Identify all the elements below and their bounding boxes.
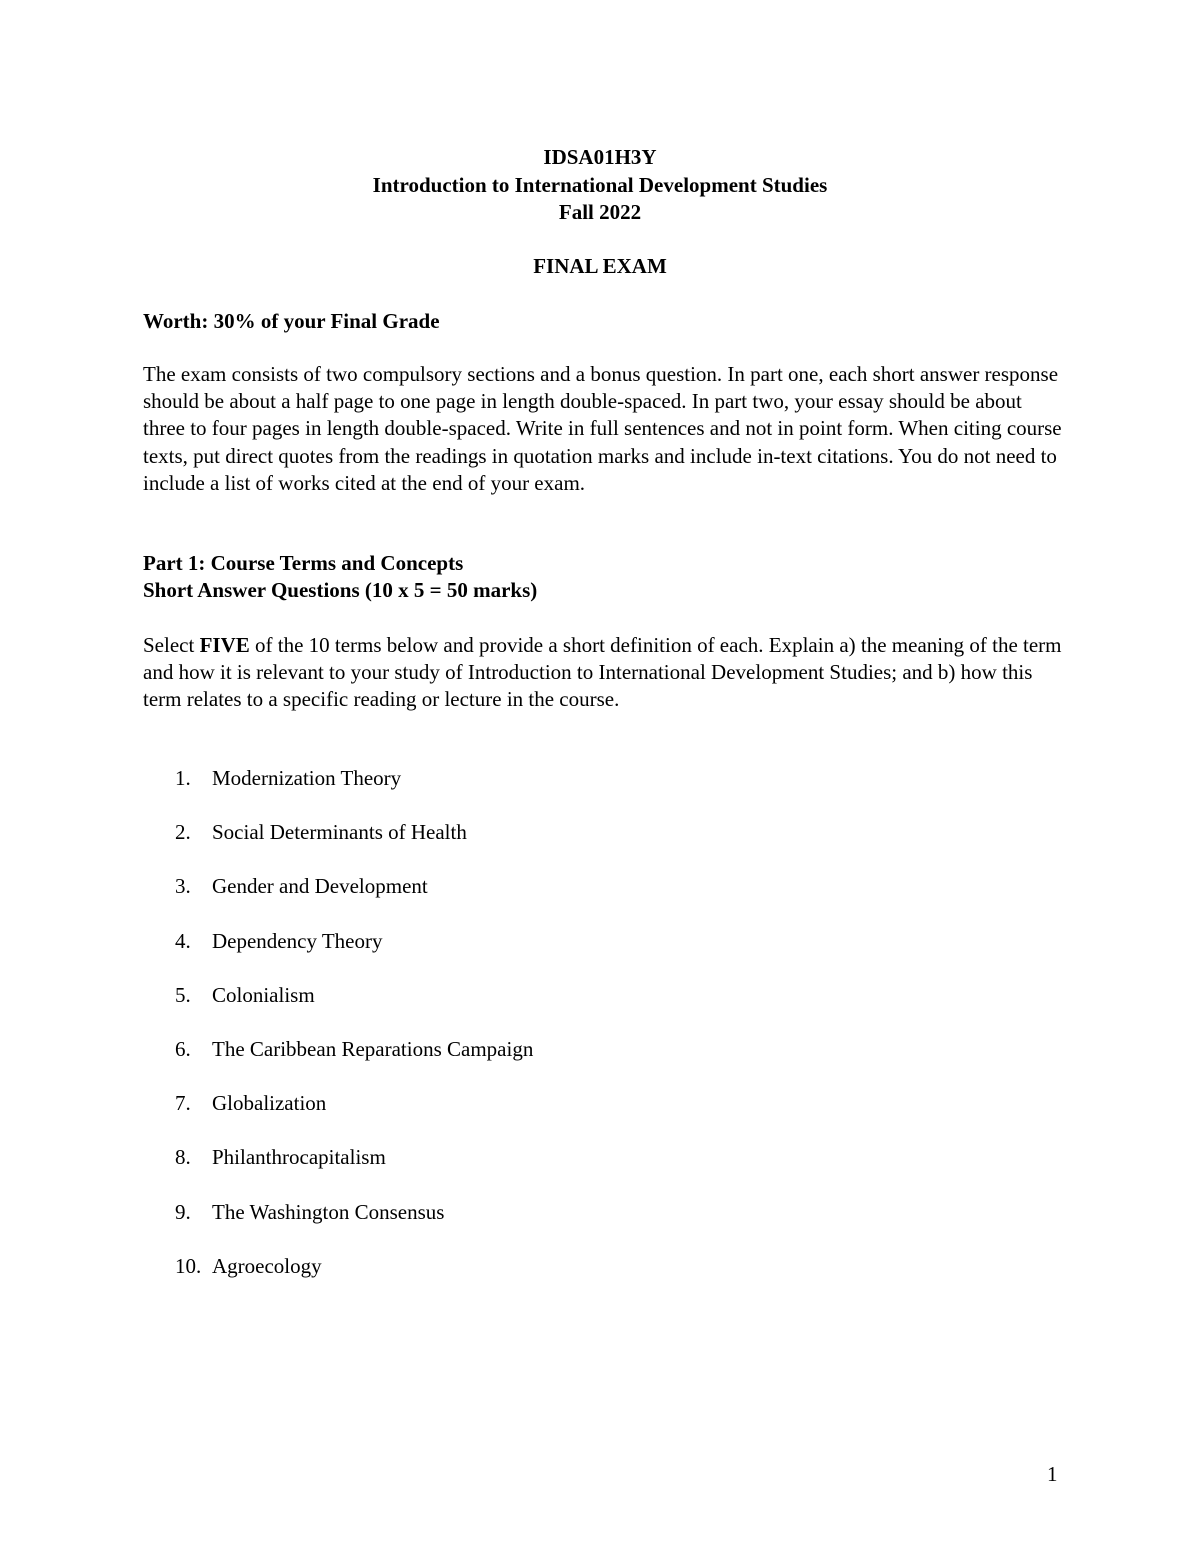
- term-item: [175, 927, 533, 981]
- exam-instructions: The exam consists of two compulsory sections and a bonus question. In part one, each short answer response should be about a half page to one page in length double-spaced. In part two, your essay should be about three to four pages in length double-spaced. Write in full sentences and not in point form. When citing course texts, put direct quotes from the readings in quotation marks and include in-text citations. You do not need to include a list of works cited at the end of your exam.: [143, 362, 1062, 495]
- term-item: [175, 764, 533, 818]
- term-number: 3.: [175, 874, 191, 899]
- term-label: Agroecology: [212, 1253, 322, 1278]
- course-code: IDSA01H3Y: [543, 145, 657, 169]
- task-prefix: Select: [143, 633, 200, 657]
- term-number: 6.: [175, 1036, 191, 1061]
- term-item: [175, 1089, 533, 1143]
- term-number: 4.: [175, 928, 191, 953]
- grade-weight: Worth: 30% of your Final Grade: [143, 309, 440, 333]
- term-item: [175, 1198, 533, 1252]
- term-number: 8.: [175, 1145, 191, 1170]
- term-item: [175, 1252, 533, 1306]
- term-label: Gender and Development: [212, 874, 428, 899]
- term-item: [175, 1143, 533, 1197]
- term-item: [175, 981, 533, 1035]
- term-label: Globalization: [212, 1091, 327, 1116]
- term-item: [175, 872, 533, 926]
- term-list: [175, 764, 533, 1306]
- term-label: Social Determinants of Health: [212, 820, 467, 845]
- course-name: Introduction to International Development Studies: [372, 173, 828, 197]
- part1-task: [143, 632, 1063, 714]
- term-number: 7.: [175, 1091, 191, 1116]
- term-label: Colonialism: [212, 982, 315, 1007]
- part1-subtitle: Short Answer Questions (10 x 5 = 50 marks): [143, 578, 538, 602]
- term-number: 5.: [175, 982, 191, 1007]
- task-rest: of the 10 terms below and provide a short definition of each. Explain a) the meaning of the term and how it is relevant to your study of Introduction to International Development Studies; and b) how this term relates to a specific reading or lecture in the course.: [143, 633, 1062, 712]
- part1-title: Part 1: Course Terms and Concepts: [143, 551, 464, 575]
- exam-title: FINAL EXAM: [533, 254, 667, 278]
- term-label: Philanthrocapitalism: [212, 1145, 386, 1170]
- term-number: 2.: [175, 820, 191, 845]
- term-label: The Washington Consensus: [212, 1199, 445, 1224]
- course-term: Fall 2022: [558, 200, 642, 224]
- term-item: [175, 1035, 533, 1089]
- term-number: 10.: [175, 1253, 202, 1278]
- term-label: Dependency Theory: [212, 928, 383, 953]
- term-item: [175, 818, 533, 872]
- term-label: Modernization Theory: [212, 766, 402, 790]
- task-emphasis: FIVE: [199, 633, 250, 657]
- term-number: 9.: [175, 1199, 191, 1224]
- term-label: The Caribbean Reparations Campaign: [212, 1036, 534, 1061]
- page-number: 1: [1047, 1462, 1058, 1486]
- term-number: 1.: [175, 766, 191, 790]
